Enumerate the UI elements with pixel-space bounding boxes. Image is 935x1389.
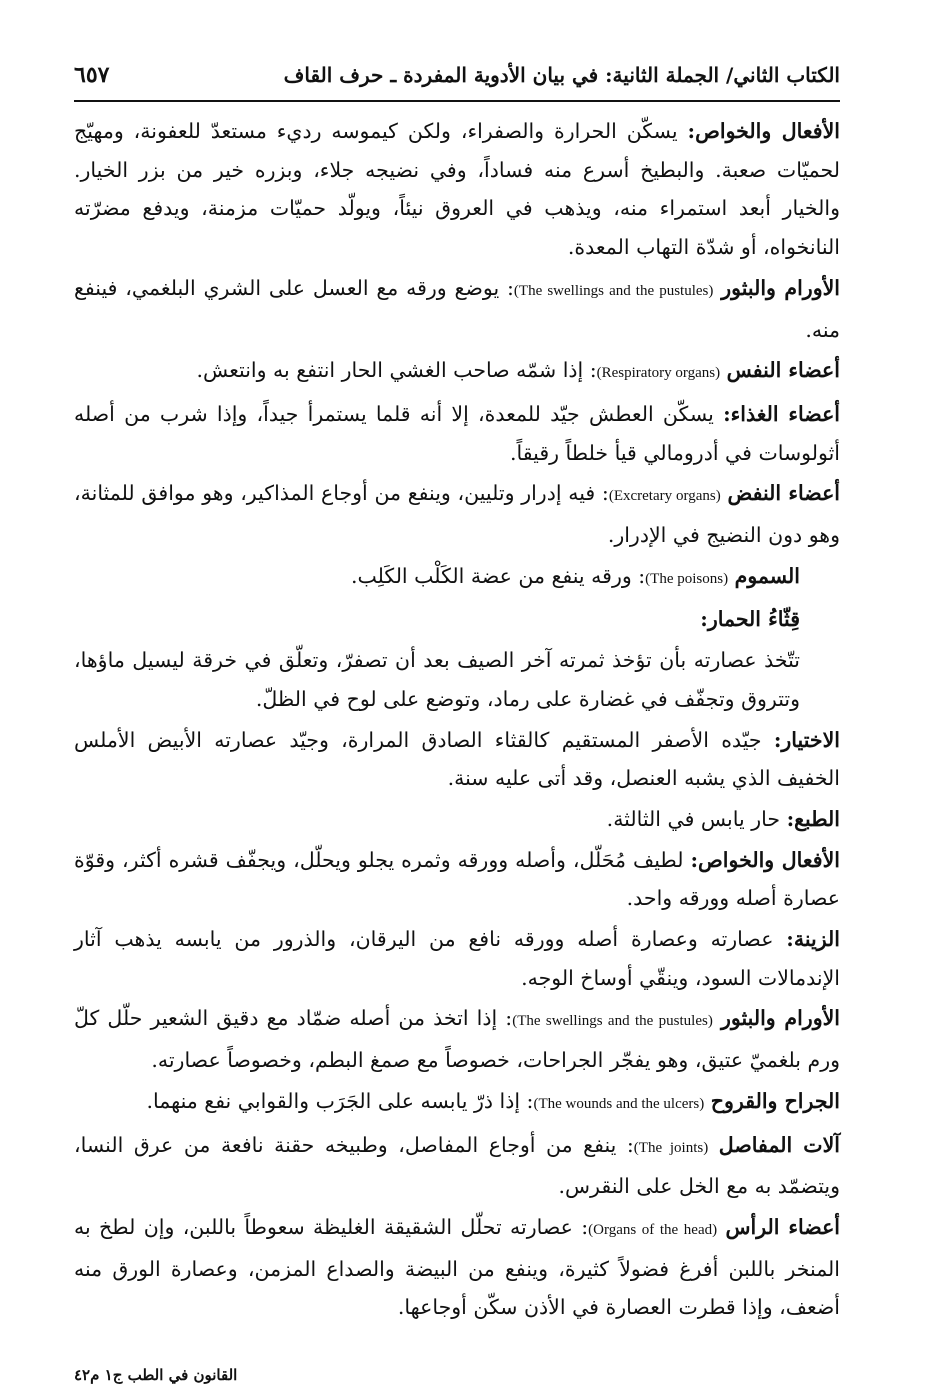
paragraph-term: الأورام والبثور (720, 1006, 840, 1031)
paragraph-term: أعضاء الرأس (725, 1214, 841, 1239)
paragraph (74, 395, 840, 472)
footer-signature: القانون في الطب ج١ م٤٢ (74, 1366, 238, 1384)
english-gloss: (Respiratory organs) (596, 365, 721, 382)
paragraph-term: الاختيار: (773, 727, 840, 752)
paragraph-term: الأورام والبثور (721, 275, 840, 300)
paragraph (74, 1082, 840, 1124)
paragraph-term: أعضاء النفس (726, 358, 840, 383)
page-body (74, 112, 840, 1329)
paragraph (74, 269, 840, 349)
paragraph-text: : إذا شمّه صاحب الغشي الحار انتفع به وانتعش. (196, 358, 597, 383)
header-title: الكتاب الثاني/ الجملة الثانية: في بيان الأدوية المفردة ـ حرف القاف (283, 63, 840, 87)
paragraph-text: : ينفع من أوجاع المفاصل، وطبيخه حقنة نافعة من عرق النسا، ويتضمّد به مع الخل على النقرس. (74, 1132, 840, 1199)
paragraph-text: حار يابس في الثالثة. (606, 806, 787, 831)
paragraph-text: يسكّن الحرارة والصفراء، ولكن كيموسه رديء مستعدّ للعفونة، ومهيّج لحميّات صعبة. والبطيخ أسرع منه فساداً، وفي نضيجه جلاء، وبزره خير من بزر الخيار. والخيار أبعد استمراء منه، ويذهب في العروق نيئاً، ويولّد حميّات مزمنة، ويدفع مضرّته النانخواه، أو شدّة التهاب المعدة. (74, 119, 840, 260)
paragraph (74, 999, 840, 1079)
english-gloss: (The swellings and the pustules) (512, 1013, 713, 1030)
paragraph (74, 800, 840, 839)
paragraph-term: قِثّاءُ الحمار: (700, 607, 800, 632)
english-gloss: (The joints) (633, 1139, 709, 1156)
english-gloss: (The poisons) (645, 570, 729, 587)
paragraph-text: جيّده الأصفر المستقيم كالقثاء الصادق المرارة، وجيّد عصارته الأبيض الأملس الخفيف الذي يشبه العنصل، وقد أتى عليه سنة. (74, 727, 840, 791)
header-rule (74, 100, 840, 102)
paragraph-text: : عصارته تحلّل الشقيقة الغليظة سعوطاً باللبن، وإن لطخ به المنخر باللبن أفرغ فضولاً كثيرة، وينفع من البيضة والصداع المزمن، وعصارة الورق منه أضعف، وإذا قطرت العصارة في الأذن سكّن أوجاعها. (74, 1214, 840, 1320)
english-gloss: (The wounds and the ulcers) (533, 1095, 705, 1112)
paragraph (74, 474, 840, 554)
paragraph-text: لطيف مُحَلّل، وأصله وورقه وثمره يجلو ويحلّل، ويجفّف قشره أكثر، وقوّة عصارة أصله وورقه واحد. (74, 847, 840, 911)
paragraph (74, 557, 840, 599)
paragraph-term: آلات المفاصل (718, 1132, 840, 1157)
paragraph-text: : يوضع ورقه مع العسل على الشري البلغمي، فينفع منه. (74, 275, 840, 342)
english-gloss: (The swellings and the pustules) (513, 282, 714, 299)
paragraph (74, 600, 840, 639)
paragraph (74, 641, 840, 718)
paragraph-text: تتّخذ عصارته بأن تؤخذ ثمرته آخر الصيف بعد أن تصفرّ، وتعلّق في خرقة ليسيل ماؤها، وتتروق وتجفّف في غضارة على رماد، وتوضع على لوح في الظلّ. (74, 648, 800, 711)
paragraph-term: أعضاء الغذاء: (723, 401, 840, 426)
paragraph-text: : إذا ذرّ يابسه على الجَرَب والقوابي نفع منهما. (146, 1088, 534, 1113)
paragraph-term: الأفعال والخواص: (690, 847, 840, 872)
paragraph-text: عصارته وعصارة أصله وورقه نافع من اليرقان، والذرور من يابسه يذهب آثار الإندمالات السود، وينقّي أوساخ الوجه. (74, 927, 840, 990)
english-gloss: (Organs of the head) (588, 1221, 718, 1238)
running-header (74, 58, 840, 92)
paragraph (74, 721, 840, 798)
paragraph (74, 841, 840, 918)
paragraph (74, 1126, 840, 1206)
paragraph (74, 1208, 840, 1327)
paragraph-term: السموم (734, 563, 800, 588)
english-gloss: (Excretary organs) (608, 488, 721, 505)
paragraph-term: الطبع: (786, 806, 840, 831)
paragraph-text: يسكّن العطش جيّد للمعدة، إلا أنه قلما يستمرأ جيداً، وإذا شرب من أصله أثولوسات في أدرومالي قيأ خلطاً رقيقاً. (74, 401, 840, 465)
paragraph (74, 112, 840, 267)
paragraph-text: : ورقه ينفع من عضة الكَلْب الكَلِب. (350, 563, 646, 588)
paragraph-term: الأفعال والخواص: (687, 119, 840, 143)
paragraph (74, 920, 840, 997)
paragraph-term: الجراح والقروح (710, 1088, 840, 1113)
paragraph (74, 351, 840, 393)
page-number: ٦٥٧ (74, 62, 110, 88)
paragraph-text: : إذا اتخذ من أصله ضمّاد مع دقيق الشعير حلّل كلّ ورم بلغميّ عتيق، وهو يفجّر الجراحات، خصوصاً مع صمغ البطم، وخصوصاً عصارته. (74, 1006, 840, 1073)
paragraph-term: الزينة: (786, 927, 840, 952)
paragraph-term: أعضاء النفض (727, 481, 840, 506)
paragraph-text: : فيه إدرار وتليين، وينفع من أوجاع المذاكير، وهو موافق للمثانة، وهو دون النضيج في الإدرار. (74, 481, 840, 548)
